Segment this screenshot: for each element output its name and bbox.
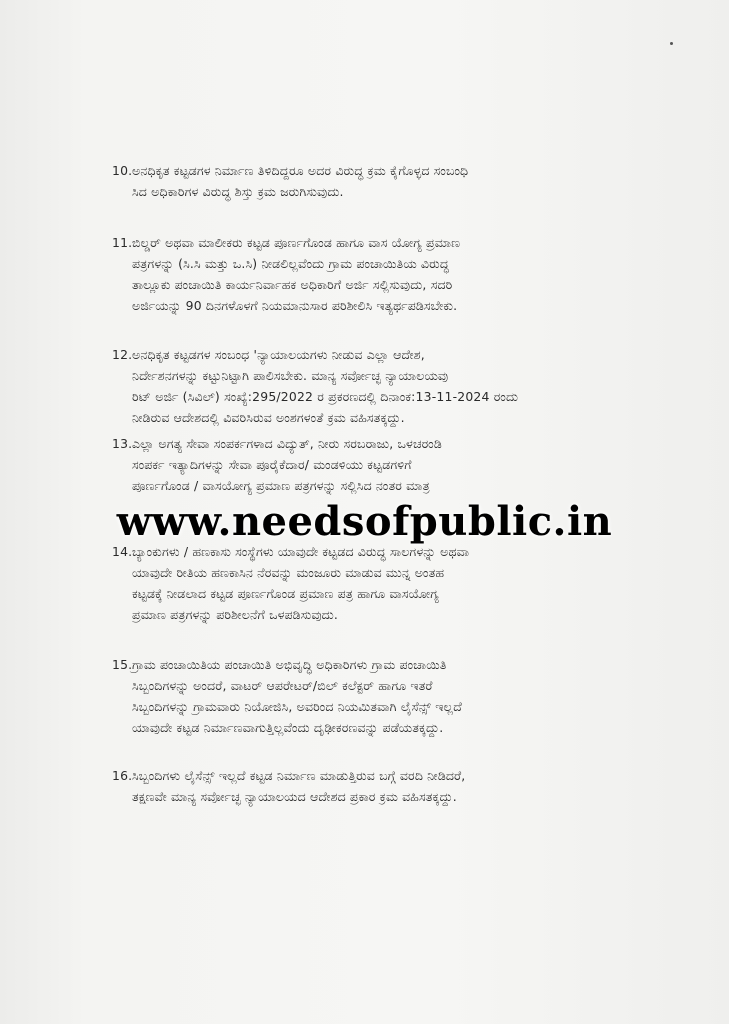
item-text: ಅನಧಿಕೃತ ಕಟ್ಟಡಗಳ ಸಂಬಂಧ 'ನ್ಯಾಯಾಲಯಗಳು ನೀಡುವ ಎಲ್ಲಾ ಆದೇಶ, bbox=[132, 347, 425, 362]
item-text: ಗ್ರಾಮ ಪಂಚಾಯಿತಿಯ ಪಂಚಾಯಿತಿ ಅಭಿವೃದ್ಧಿ ಅಧಿಕಾರಿಗಳು ಗ್ರಾಮ ಪಂಚಾಯಿತಿ bbox=[132, 657, 447, 672]
item-text: ಬ್ಯಾಂಕುಗಳು / ಹಣಕಾಸು ಸಂಸ್ಥೆಗಳು ಯಾವುದೇ ಕಟ್ಟಡದ ವಿರುದ್ಧ ಸಾಲಗಳನ್ನು ಅಥವಾ bbox=[132, 544, 470, 559]
item-text: ಯಾವುದೇ ಕಟ್ಟಡ ನಿರ್ಮಾಣವಾಗುತ್ತಿಲ್ಲವೆಂದು ದೃಢೀಕರಣವನ್ನು ಪಡೆಯತಕ್ಕದ್ದು. bbox=[132, 720, 444, 735]
item-number: 12. bbox=[112, 347, 133, 362]
list-item-15 bbox=[112, 654, 672, 738]
item-text: ನೀಡಿರುವ ಆದೇಶದಲ್ಲಿ ವಿವರಿಸಿರುವ ಅಂಶಗಳಂತೆ ಕ್ರಮ ವಹಿಸತಕ್ಕದ್ದು. bbox=[132, 410, 405, 425]
item-text: ಪತ್ರಗಳನ್ನು (ಸಿ.ಸಿ ಮತ್ತು ಒ.ಸಿ) ನೀಡಲಿಲ್ಲವೆಂದು ಗ್ರಾಮ ಪಂಚಾಯಿತಿಯ ವಿರುದ್ಧ bbox=[132, 256, 450, 271]
item-number: 13. bbox=[112, 436, 133, 451]
item-number: 10. bbox=[112, 163, 133, 178]
item-text: ಯಾವುದೇ ರೀತಿಯ ಹಣಕಾಸಿನ ನೆರವನ್ನು ಮಂಜೂರು ಮಾಡುವ ಮುನ್ನ ಅಂತಹ bbox=[132, 565, 445, 580]
item-text: ಸಿದ ಅಧಿಕಾರಿಗಳ ವಿರುದ್ಧ ಶಿಸ್ತು ಕ್ರಮ ಜರುಗಿಸುವುದು. bbox=[132, 184, 344, 199]
item-number: 16. bbox=[112, 768, 133, 783]
item-number: 15. bbox=[112, 657, 133, 672]
item-text: ಅನಧಿಕೃತ ಕಟ್ಟಡಗಳ ನಿರ್ಮಾಣ ತಿಳಿದಿದ್ದರೂ ಅದರ ವಿರುದ್ಧ ಕ್ರಮ ಕೈಗೊಳ್ಳದ ಸಂಬಂಧಿ bbox=[132, 163, 469, 178]
item-text: ಬಿಲ್ಡರ್ ಅಥವಾ ಮಾಲೀಕರು ಕಟ್ಟಡ ಪೂರ್ಣಗೊಂಡ ಹಾಗೂ ವಾಸ ಯೋಗ್ಯ ಪ್ರಮಾಣ bbox=[132, 235, 461, 250]
item-text: ಸಿಬ್ಬಂದಿಗಳನ್ನು ಅಂದರೆ, ವಾಟರ್ ಆಪರೇಟರ್/ಬಿಲ್ ಕಲೆಕ್ಟರ್ ಹಾಗೂ ಇತರೆ bbox=[132, 678, 433, 693]
item-number: 14. bbox=[112, 544, 133, 559]
watermark: www.needsofpublic.in bbox=[116, 498, 613, 545]
item-text: ತಕ್ಷಣವೇ ಮಾನ್ಯ ಸರ್ವೋಚ್ಛ ನ್ಯಾಯಾಲಯದ ಆದೇಶದ ಪ್ರಕಾರ ಕ್ರಮ ವಹಿಸತಕ್ಕದ್ದು. bbox=[132, 789, 457, 804]
item-text: ಪ್ರಮಾಣ ಪತ್ರಗಳನ್ನು ಪರಿಶೀಲನೆಗೆ ಒಳಪಡಿಸುವುದು. bbox=[132, 607, 338, 622]
list-item-14 bbox=[112, 541, 672, 625]
item-text: ಎಲ್ಲಾ ಅಗತ್ಯ ಸೇವಾ ಸಂಪರ್ಕಗಳಾದ ವಿದ್ಯುತ್, ನೀರು ಸರಬರಾಜು, ಒಳಚರಂಡಿ bbox=[132, 436, 442, 451]
item-text: ತಾಲ್ಲೂಕು ಪಂಚಾಯಿತಿ ಕಾರ್ಯನಿರ್ವಾಹಕ ಅಧಿಕಾರಿಗೆ ಅರ್ಜಿ ಸಲ್ಲಿಸುವುದು, ಸದರಿ bbox=[132, 277, 453, 292]
list-item-12 bbox=[112, 344, 672, 428]
item-text: ರಿಟ್ ಅರ್ಜಿ (ಸಿವಿಲ್) ಸಂಖ್ಯೆ:295/2022 ರ ಪ್ರಕರಣದಲ್ಲಿ ದಿನಾಂಕ:13-11-2024 ರಂದು bbox=[132, 389, 519, 404]
item-text: ಸಿಬ್ಬಂದಿಗಳನ್ನು ಗ್ರಾಮವಾರು ನಿಯೋಜಿಸಿ, ಅವರಿಂದ ನಿಯಮಿತವಾಗಿ ಲೈಸೆನ್ಸ್ ಇಲ್ಲದೆ bbox=[132, 699, 462, 714]
item-text: ಸಂಪರ್ಕ ಇತ್ಯಾದಿಗಳನ್ನು ಸೇವಾ ಪೂರೈಕೆದಾರ/ ಮಂಡಳಿಯು ಕಟ್ಟಡಗಳಿಗೆ bbox=[132, 457, 412, 472]
item-text: ಕಟ್ಟಡಕ್ಕೆ ನೀಡಲಾದ ಕಟ್ಟಡ ಪೂರ್ಣಗೊಂಡ ಪ್ರಮಾಣ ಪತ್ರ ಹಾಗೂ ವಾಸಯೋಗ್ಯ bbox=[132, 586, 439, 601]
scan-speck bbox=[670, 42, 673, 45]
list-item-10 bbox=[112, 160, 672, 202]
list-item-16 bbox=[112, 765, 672, 807]
list-item-13 bbox=[112, 433, 672, 496]
list-item-11 bbox=[112, 232, 672, 316]
item-text: ಸಿಬ್ಬಂದಿಗಳು ಲೈಸೆನ್ಸ್ ಇಲ್ಲದೆ ಕಟ್ಟಡ ನಿರ್ಮಾಣ ಮಾಡುತ್ತಿರುವ ಬಗ್ಗೆ ವರದಿ ನೀಡಿದರೆ, bbox=[132, 768, 466, 783]
item-number: 11. bbox=[112, 235, 133, 250]
item-text: ನಿರ್ದೇಶನಗಳನ್ನು ಕಟ್ಟುನಿಟ್ಟಾಗಿ ಪಾಲಿಸಬೇಕು. ಮಾನ್ಯ ಸರ್ವೋಚ್ಛ ನ್ಯಾಯಾಲಯವು bbox=[132, 368, 449, 383]
item-text: ಅರ್ಜಿಯನ್ನು 90 ದಿನಗಳೊಳಗೆ ನಿಯಮಾನುಸಾರ ಪರಿಶೀಲಿಸಿ ಇತ್ಯರ್ಥಪಡಿಸಬೇಕು. bbox=[132, 298, 458, 313]
item-text: ಪೂರ್ಣಗೊಂಡ / ವಾಸಯೋಗ್ಯ ಪ್ರಮಾಣ ಪತ್ರಗಳನ್ನು ಸಲ್ಲಿಸಿದ ನಂತರ ಮಾತ್ರ bbox=[132, 478, 430, 493]
